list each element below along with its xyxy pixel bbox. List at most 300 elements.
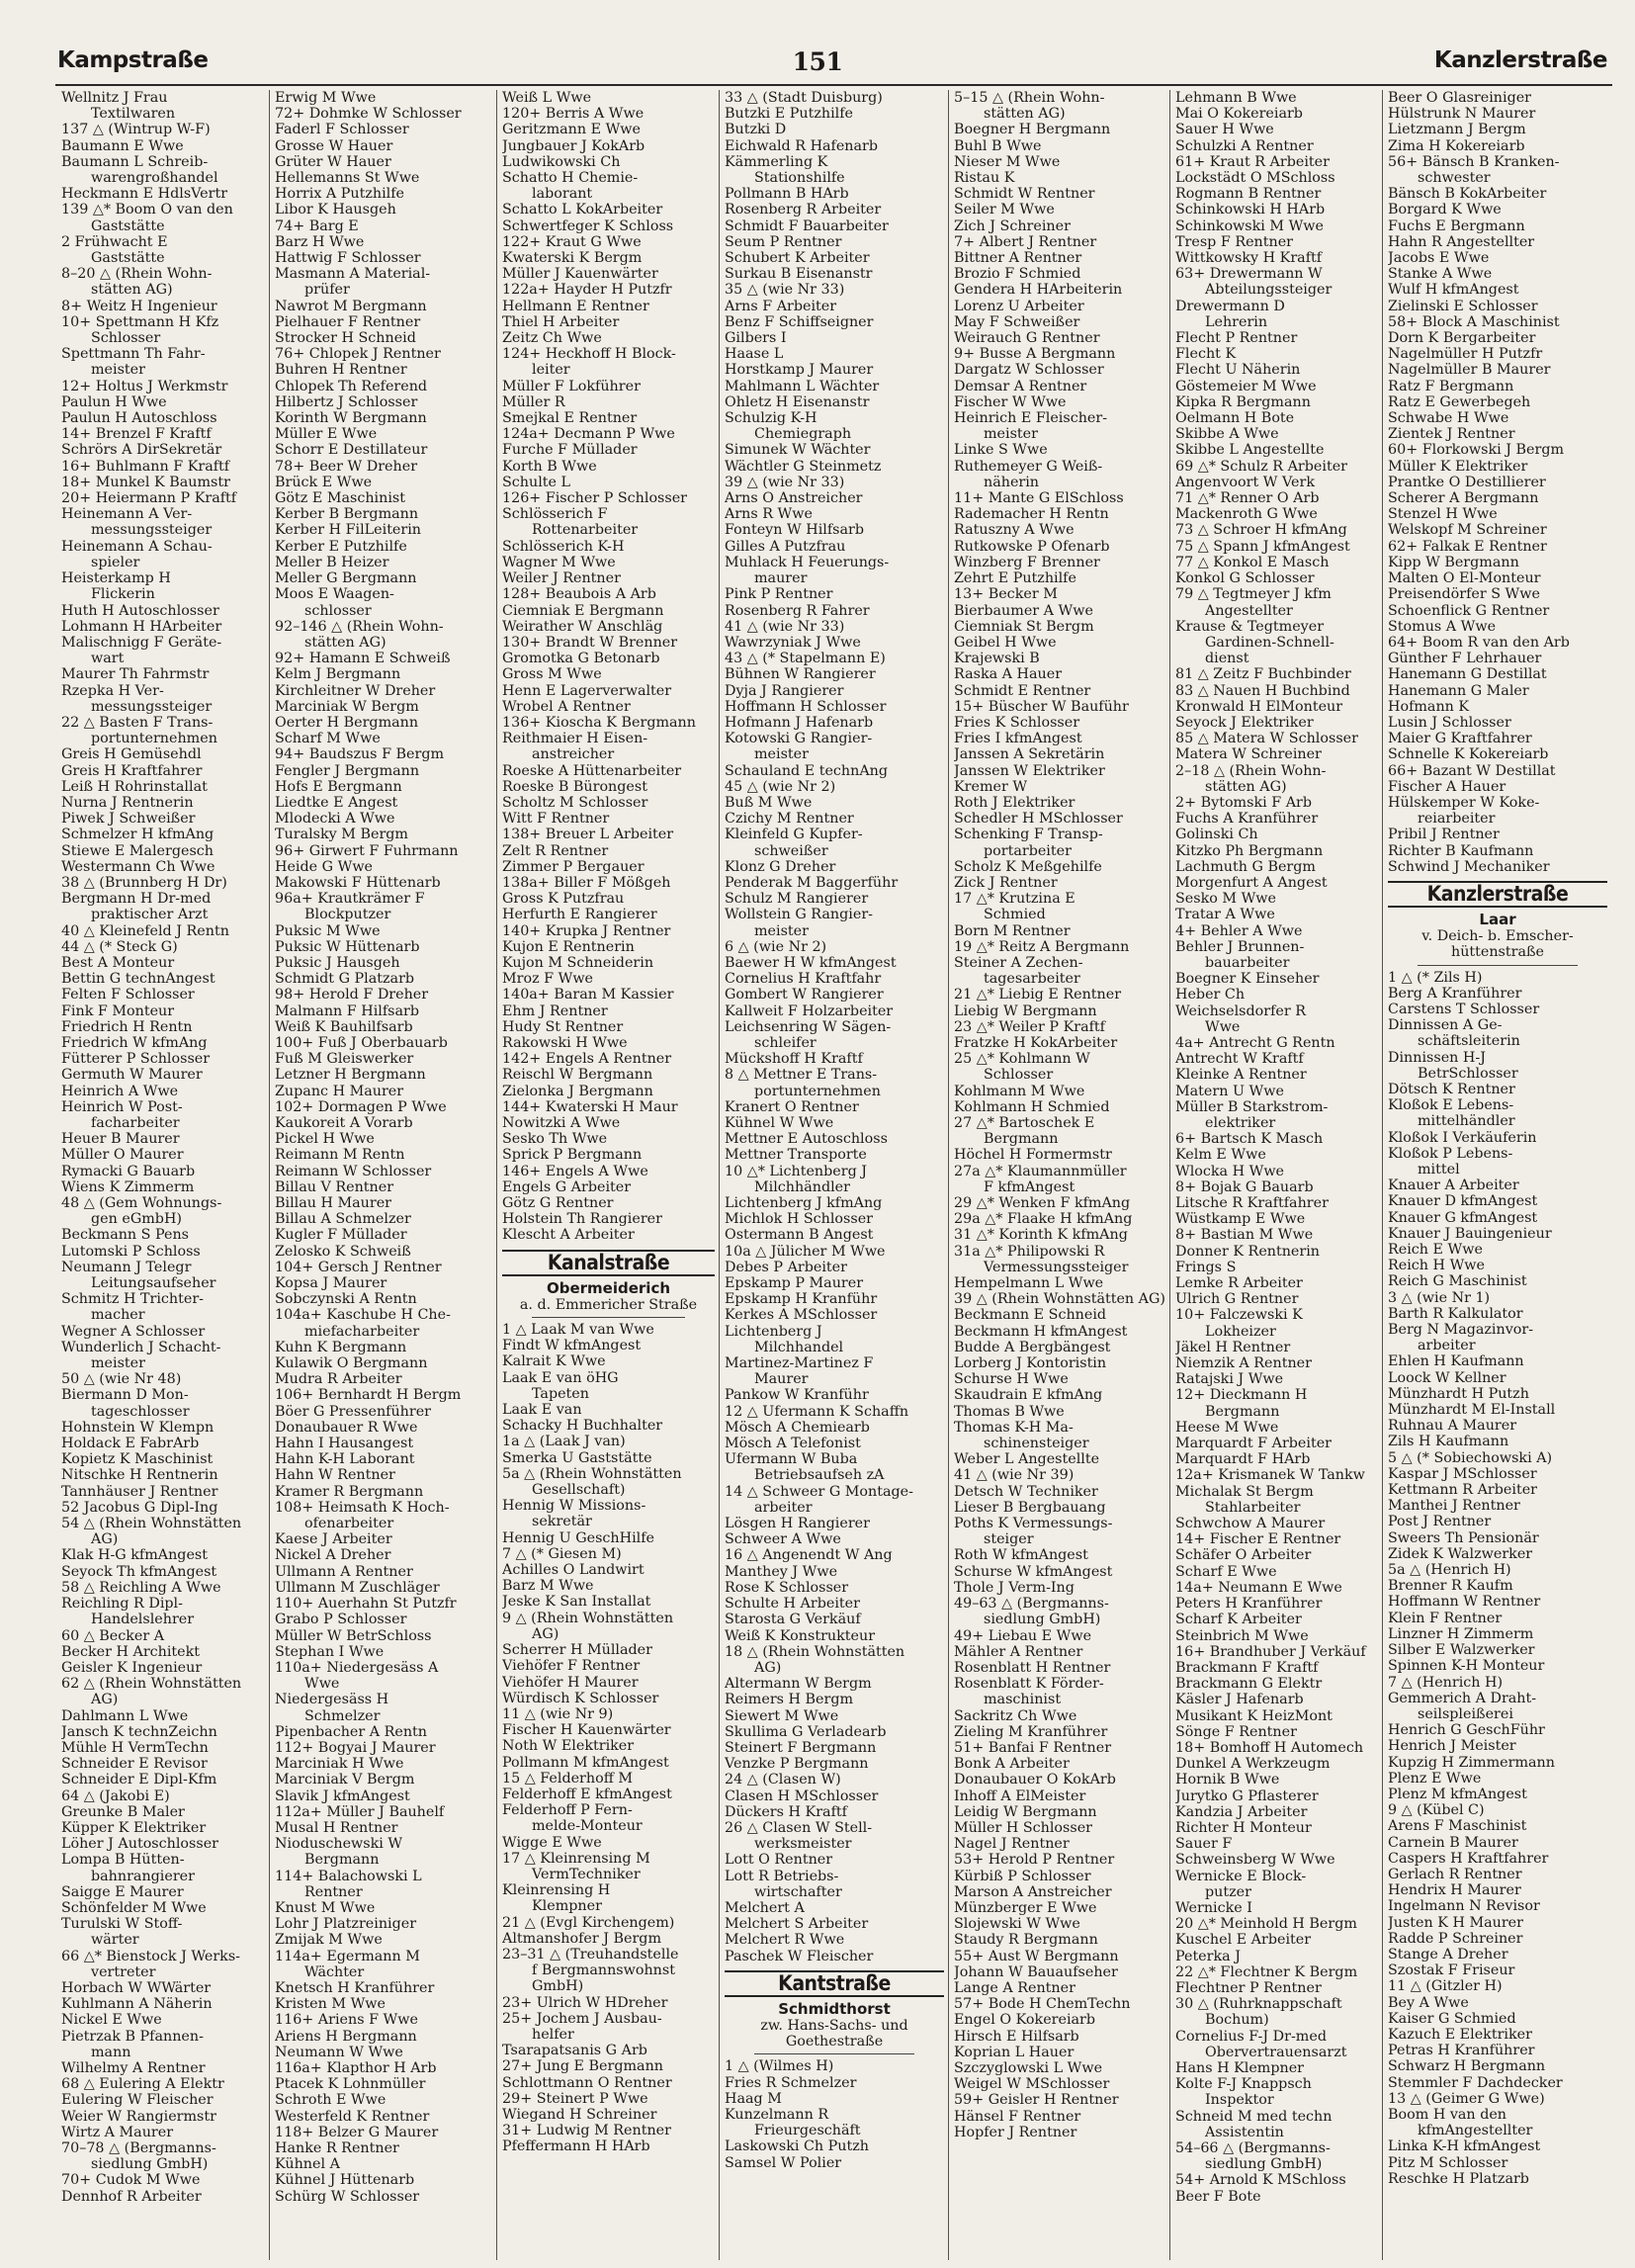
directory-entry: spieler <box>91 554 140 570</box>
directory-entry: Linzner H Zimmerm <box>1388 1625 1534 1642</box>
directory-entry: Scherer A Bergmann <box>1388 490 1539 507</box>
directory-entry: AG) <box>91 1692 119 1708</box>
directory-entry: Dorn K Bergarbeiter <box>1388 330 1536 347</box>
directory-entry: Schwind J Mechaniker <box>1388 858 1550 875</box>
directory-entry: Heinrich A Wwe <box>61 1083 179 1099</box>
directory-entry: Steinert F Bergmann <box>725 1739 877 1756</box>
directory-entry: Hofmann K <box>1388 698 1470 715</box>
directory-entry: Stanke A Wwe <box>1388 266 1493 283</box>
directory-entry: 5a △ (Henrich H) <box>1388 1562 1511 1579</box>
directory-entry: elektriker <box>1205 1115 1276 1131</box>
directory-entry: Zidek K Walzwerker <box>1388 1545 1533 1562</box>
directory-entry: Kühnel J Hüttenarb <box>275 2172 415 2189</box>
directory-entry: 29a △* Flaake H kfmAng <box>954 1211 1133 1228</box>
directory-entry: 57+ Bode H ChemTechn <box>954 1996 1131 2013</box>
directory-entry: Drewermann D <box>1175 298 1285 314</box>
directory-entry: Knust M Wwe <box>275 1899 376 1916</box>
directory-entry: schlosser <box>304 602 372 619</box>
directory-entry: Matern U Wwe <box>1175 1083 1284 1099</box>
directory-entry: Nagelmüller H Putzfr <box>1388 346 1543 363</box>
directory-entry: Ullmann A Rentner <box>275 1563 413 1580</box>
directory-entry: Kwaterski K Bergm <box>502 250 643 267</box>
directory-entry: 14 △ Schweer G Montage- <box>725 1483 913 1500</box>
directory-entry: Lehmann B Wwe <box>1175 90 1297 106</box>
directory-entry: Fonteyn W Hilfsarb <box>725 522 864 539</box>
directory-entry: tageschlosser <box>91 1403 190 1420</box>
directory-entry: Fries I kfmAngest <box>954 731 1082 747</box>
directory-entry: 9+ Busse A Bergmann <box>954 346 1116 363</box>
directory-entry: 71 △* Renner O Arb <box>1175 490 1320 507</box>
directory-entry: meister <box>91 362 145 379</box>
directory-entry: Hülstrunk N Maurer <box>1388 106 1536 123</box>
directory-entry: Weier W Rangiermstr <box>61 2108 216 2125</box>
directory-entry: Hoffmann W Rentner <box>1388 1594 1541 1611</box>
directory-entry: Hofs E Bergmann <box>275 778 402 795</box>
directory-entry: reiarbeiter <box>1418 811 1496 828</box>
directory-entry: Eichwald R Hafenarb <box>725 137 879 154</box>
directory-entry: 110a+ Niedergesäss A <box>275 1659 439 1676</box>
directory-entry: Jungbauer J KokArb <box>502 137 645 154</box>
directory-entry: 79 △ Tegtmeyer J kfm <box>1175 586 1332 603</box>
directory-entry: Korinth W Bergmann <box>275 410 427 427</box>
directory-entry: Steinbrich M Wwe <box>1175 1627 1309 1644</box>
directory-entry: Wernicke I <box>1175 1899 1252 1916</box>
directory-entry: Szczyglowski L Wwe <box>954 2059 1103 2076</box>
directory-entry: Libor K Hausgeh <box>275 202 396 218</box>
directory-entry: 20 △* Meinhold H Bergm <box>1175 1916 1357 1933</box>
directory-entry: Mudra R Arbeiter <box>275 1371 402 1388</box>
directory-entry: Schurse W kfmAngest <box>954 1563 1113 1580</box>
directory-entry: 12a+ Krismanek W Tankw <box>1175 1467 1365 1484</box>
directory-entry: Hänsel F Rentner <box>954 2108 1081 2125</box>
directory-entry: Puksic J Hausgeh <box>275 954 400 971</box>
directory-entry: laborant <box>532 186 593 203</box>
directory-entry: Mai O Kokereiarb <box>1175 106 1303 123</box>
directory-entry: Haase L <box>725 346 784 363</box>
directory-entry: 136+ Kioscha K Bergmann <box>502 714 696 731</box>
directory-entry: Leichsenring W Sägen- <box>725 1018 892 1035</box>
directory-entry: Johann W Bauaufseher <box>954 1963 1118 1980</box>
directory-entry: mann <box>91 2044 131 2060</box>
directory-entry: Kürbiß P Schlosser <box>954 1868 1091 1884</box>
directory-entry: Sprick P Bergmann <box>502 1147 643 1164</box>
directory-entry: Rosenberg R Fahrer <box>725 602 870 619</box>
directory-entry: Heese M Wwe <box>1175 1419 1279 1436</box>
directory-entry: Jacobs E Wwe <box>1388 250 1490 267</box>
directory-entry: Meller B Heizer <box>275 554 389 570</box>
directory-entry: Kloßok E Lebens- <box>1388 1097 1514 1114</box>
directory-entry: Hennig U GeschHilfe <box>502 1529 655 1546</box>
directory-entry: ofenarbeiter <box>304 1516 394 1532</box>
directory-entry: 45 △ (wie Nr 2) <box>725 778 836 795</box>
directory-entry: Benz F Schiffseigner <box>725 313 874 330</box>
directory-entry: F kfmAngest <box>984 1178 1076 1195</box>
directory-entry: Gombert W Rangierer <box>725 987 884 1003</box>
column-3 <box>502 90 715 2260</box>
directory-entry: dienst <box>1205 651 1249 667</box>
directory-entry: Wirtz A Maurer <box>61 2124 174 2140</box>
directory-entry: Kohlmann M Wwe <box>954 1083 1085 1099</box>
directory-entry: Beckmann S Pens <box>61 1227 189 1244</box>
directory-entry: Puksic W Hüttenarb <box>275 938 420 955</box>
directory-entry: 1 △ Laak M van Wwe <box>502 1322 654 1339</box>
directory-entry: Sackritz Ch Wwe <box>954 1707 1077 1724</box>
directory-entry: Zelt R Rentner <box>502 842 609 859</box>
directory-entry: Laak E van <box>502 1402 582 1419</box>
directory-entry: Grosse W Hauer <box>275 137 393 154</box>
directory-entry: Horstkamp J Maurer <box>725 362 874 379</box>
directory-entry: Moos E Waagen- <box>275 586 394 603</box>
directory-entry: Schatto L KokArbeiter <box>502 202 663 218</box>
directory-entry: Schorr E Destillateur <box>275 442 428 459</box>
directory-entry: Mahlmann L Wächter <box>725 378 880 394</box>
directory-entry: Liebig W Bergmann <box>954 1003 1097 1019</box>
directory-entry: Linke S Wwe <box>954 442 1048 459</box>
directory-entry: Greis H Gemüsehdl <box>61 746 202 763</box>
directory-entry: Surkau B Eisenanstr <box>725 266 873 283</box>
directory-entry: Niemzik A Rentner <box>1175 1355 1312 1372</box>
directory-entry: Seyock J Elektriker <box>1175 714 1314 731</box>
directory-entry: 146+ Engels A Wwe <box>502 1163 648 1179</box>
directory-entry: Malischnigg F Geräte- <box>61 634 222 651</box>
directory-entry: Zupanc H Maurer <box>275 1083 404 1099</box>
directory-entry: steiger <box>984 1531 1034 1548</box>
directory-entry: portarbeiter <box>984 842 1072 859</box>
directory-entry: Paulun H Autoschloss <box>61 410 217 427</box>
directory-entry: Fütterer P Schlosser <box>61 1051 211 1068</box>
directory-entry: 83 △ Nauen H Buchbind <box>1175 682 1350 699</box>
directory-entry: Korth B Wwe <box>502 458 597 475</box>
directory-entry: Marquardt F HArb <box>1175 1451 1311 1468</box>
directory-entry: Scharf K Arbeiter <box>1175 1612 1302 1628</box>
directory-entry: Zmijak M Wwe <box>275 1932 383 1949</box>
directory-entry: Kuhlmann A Näherin <box>61 1996 213 2013</box>
directory-entry: Lange A Rentner <box>954 1979 1076 1996</box>
street-range: a. d. Emmericher Straße <box>519 1296 698 1313</box>
directory-entry: Inspektor <box>1205 2092 1274 2109</box>
column-divider <box>719 90 720 2260</box>
directory-entry: 70–78 △ (Bergmanns- <box>61 2140 216 2156</box>
directory-entry: Wunderlich J Schacht- <box>61 1339 221 1355</box>
directory-entry: 50 △ (wie Nr 48) <box>61 1371 182 1388</box>
directory-entry: Münzhardt M El-Install <box>1388 1402 1556 1419</box>
directory-entry: 18 △ (Rhein Wohnstätten <box>725 1643 905 1660</box>
directory-entry: Lemke R Arbeiter <box>1175 1275 1303 1292</box>
directory-entry: Müller R <box>502 393 565 410</box>
directory-entry: Ruhnau A Maurer <box>1388 1418 1517 1435</box>
directory-entry: Löher J Autoschlosser <box>61 1836 219 1853</box>
directory-entry: Maier G Kraftfahrer <box>1388 731 1532 747</box>
directory-entry: Born M Rentner <box>954 922 1071 939</box>
directory-entry: wärter <box>91 1932 139 1949</box>
directory-entry: Dargatz W Schlosser <box>954 362 1104 379</box>
directory-entry: 64 △ (Jakobi E) <box>61 1788 170 1804</box>
directory-entry: kfmAngestellter <box>1418 2123 1533 2139</box>
directory-entry: Westermann Ch Wwe <box>61 858 215 875</box>
directory-entry: Friedrich W kfmAng <box>61 1034 208 1051</box>
directory-entry: 14+ Fischer E Rentner <box>1175 1531 1341 1548</box>
directory-entry: Kugler F Müllader <box>275 1227 407 1244</box>
directory-entry: werksmeister <box>754 1836 852 1853</box>
directory-entry: Mlodecki A Wwe <box>275 811 395 828</box>
directory-entry: Clasen H MSchlosser <box>725 1788 879 1804</box>
directory-entry: Schedler H MSchlosser <box>954 811 1123 828</box>
directory-entry: 21 △ (Evgl Kirchengem) <box>502 1914 675 1931</box>
directory-entry: 66 △* Bienstock J Werks- <box>61 1948 241 1964</box>
directory-entry: Stiewe E Malergesch <box>61 842 214 859</box>
directory-entry: Thiel H Arbeiter <box>502 313 620 330</box>
directory-entry: schweißer <box>754 842 828 859</box>
directory-entry: Ullmann M Zuschläger <box>275 1579 440 1596</box>
directory-entry: Kaese J Arbeiter <box>275 1531 392 1548</box>
street-heading: Kanalstraße <box>502 1250 715 1276</box>
directory-entry: Hahn R Angestellter <box>1388 233 1535 250</box>
directory-entry: Wilhelmy A Rentner <box>61 2059 206 2076</box>
directory-entry: Fischer H Kauenwärter <box>502 1722 671 1739</box>
directory-entry: Lott R Betriebs- <box>725 1868 839 1884</box>
directory-entry: Post J Rentner <box>1388 1514 1492 1530</box>
directory-entry: Vermessungssteiger <box>984 1259 1129 1275</box>
directory-entry: 48 △ (Gem Wohnungs- <box>61 1195 222 1212</box>
directory-entry: 78+ Beer W Dreher <box>275 458 418 475</box>
directory-entry: Fischer A Hauer <box>1388 778 1506 795</box>
directory-entry: Lieser B Bergbauang <box>954 1499 1106 1516</box>
directory-entry: Kohlmann H Schmied <box>954 1098 1110 1115</box>
directory-entry: 92+ Hamann E Schweiß <box>275 651 451 667</box>
directory-entry: 12 △ Ufermann K Schaffn <box>725 1403 909 1420</box>
directory-entry: Donaubauer R Wwe <box>275 1419 418 1436</box>
directory-entry: Pink P Rentner <box>725 586 833 603</box>
directory-entry: Altmanshofer J Bergm <box>502 1930 662 1947</box>
directory-entry: Schinkowski H HArb <box>1175 202 1326 218</box>
directory-entry: 1 △ (* Zils H) <box>1388 969 1483 986</box>
directory-entry: Hilbertz J Schlosser <box>275 393 418 410</box>
directory-entry: Kalrait K Wwe <box>502 1353 606 1370</box>
directory-entry: Marciniak W Bergm <box>275 698 419 715</box>
directory-entry: Müller H Schlosser <box>954 1819 1093 1836</box>
directory-entry: Wigge E Wwe <box>502 1834 602 1851</box>
directory-entry: Ratajski J Wwe <box>1175 1371 1284 1388</box>
directory-entry: 54 △ (Rhein Wohnstätten <box>61 1516 242 1532</box>
directory-entry: Radde P Schreiner <box>1388 1930 1523 1947</box>
directory-entry: 18+ Bomhoff H Automech <box>1175 1739 1364 1756</box>
directory-entry: Kleinfeld G Kupfer- <box>725 827 863 843</box>
directory-entry: Bergmann <box>1205 1403 1280 1420</box>
directory-entry: 12+ Dieckmann H <box>1175 1387 1308 1404</box>
directory-entry: 16 △ Angenendt W Ang <box>725 1547 893 1564</box>
directory-entry: Kolte F-J Knappsch <box>1175 2076 1312 2093</box>
directory-entry: Schneider E Revisor <box>61 1756 208 1773</box>
directory-entry: Chemiegraph <box>754 426 852 443</box>
directory-entry: Wrobel A Rentner <box>502 698 631 715</box>
directory-entry: Rose K Schlosser <box>725 1579 849 1596</box>
directory-entry: Scholz K Meßgehilfe <box>954 858 1102 875</box>
directory-entry: Zimmer P Bergauer <box>502 858 645 875</box>
directory-entry: Baewer H W kfmAngest <box>725 954 897 971</box>
directory-entry: Melchert A <box>725 1899 805 1916</box>
directory-entry: Greis H Kraftfahrer <box>61 762 203 779</box>
directory-entry: Welskopf M Schreiner <box>1388 522 1547 539</box>
directory-entry: GmbH) <box>532 1978 584 1995</box>
directory-entry: Kleinke A Rentner <box>1175 1067 1307 1084</box>
directory-entry: Hohnstein W Klempn <box>61 1419 215 1436</box>
directory-entry: Zima H Kokereiarb <box>1388 137 1525 154</box>
directory-entry: Gerlach R Rentner <box>1388 1866 1522 1882</box>
directory-entry: Meller G Bergmann <box>275 570 417 587</box>
directory-entry: Müller O Maurer <box>61 1147 184 1164</box>
directory-entry: Schwertfeger K Schloss <box>502 218 674 234</box>
directory-entry: Weirauch G Rentner <box>954 330 1100 347</box>
directory-entry: 104+ Gersch J Rentner <box>275 1259 442 1275</box>
directory-entry: Nowitzki A Wwe <box>502 1115 621 1131</box>
directory-entry: Wellnitz J Frau <box>61 90 168 106</box>
directory-entry: Kopsa J Maurer <box>275 1275 387 1292</box>
directory-entry: 29 △* Wenken F kfmAng <box>954 1195 1131 1212</box>
directory-entry: 4+ Behler A Wwe <box>1175 922 1303 939</box>
directory-entry: Schmied <box>984 907 1046 923</box>
directory-entry: Kerber H FilLeiterin <box>275 522 422 539</box>
directory-entry: Thomas K-H Ma- <box>954 1419 1074 1436</box>
directory-entry: vertreter <box>91 1963 156 1980</box>
district-name: Obermeiderich <box>546 1278 671 1297</box>
directory-entry: Gilles A Putzfrau <box>725 538 846 555</box>
directory-entry: Ehm J Rentner <box>502 1003 608 1019</box>
directory-entry: Tresp F Rentner <box>1175 233 1294 250</box>
directory-entry: Wittkowsky H Kraftf <box>1175 250 1323 267</box>
directory-entry: Marciniak V Bergm <box>275 1772 415 1788</box>
directory-entry: Kühnel A <box>275 2156 340 2173</box>
directory-entry: Fischer W Wwe <box>954 393 1067 410</box>
directory-entry: Schweer A Wwe <box>725 1531 841 1548</box>
directory-entry: Schlottmann O Rentner <box>502 2074 672 2091</box>
directory-entry: Sauer F <box>1175 1836 1233 1853</box>
directory-entry: Paulun H Wwe <box>61 393 167 410</box>
directory-entry: 124+ Heckhoff H Block- <box>502 346 676 363</box>
directory-entry: praktischer Arzt <box>91 907 209 923</box>
directory-entry: 16+ Brandhuber J Verkäuf <box>1175 1643 1366 1660</box>
directory-entry: Mühle H VermTechn <box>61 1739 209 1756</box>
directory-entry: 18+ Munkel K Baumstr <box>61 474 230 490</box>
directory-entry: Kirchleitner W Dreher <box>275 682 436 699</box>
directory-entry: Blockputzer <box>304 907 391 923</box>
directory-entry: Beckmann H kfmAngest <box>954 1323 1128 1340</box>
directory-entry: Hellmann E Rentner <box>502 298 649 314</box>
directory-entry: Stephan I Wwe <box>275 1643 385 1660</box>
directory-entry: Heckmann E HdlsVertr <box>61 186 228 203</box>
directory-entry: 27+ Jung E Bergmann <box>502 2058 663 2075</box>
directory-entry: Beckmann E Schneid <box>954 1307 1107 1324</box>
directory-entry: 66+ Bazant W Destillat <box>1388 762 1556 779</box>
directory-entry: Rentner <box>304 1883 363 1900</box>
directory-entry: Donaubauer O KokArb <box>954 1772 1116 1788</box>
directory-entry: Ristau K <box>954 170 1015 187</box>
directory-entry: Seiler M Wwe <box>954 202 1055 218</box>
directory-entry: 5–15 △ (Rhein Wohn- <box>954 90 1105 106</box>
directory-entry: helfer <box>532 2026 574 2043</box>
directory-entry: 40 △ Kleinefeld J Rentn <box>61 922 229 939</box>
directory-entry: Lehrerin <box>1205 313 1268 330</box>
directory-entry: Schurse H Wwe <box>954 1371 1069 1388</box>
directory-entry: Schmidt E Rentner <box>954 682 1091 699</box>
directory-entry: 92–146 △ (Rhein Wohn- <box>275 618 444 635</box>
directory-entry: Marson A Anstreicher <box>954 1883 1112 1900</box>
directory-entry: Barz M Wwe <box>502 1578 594 1595</box>
directory-entry: Bergmann <box>984 1131 1059 1148</box>
directory-entry: 9 △ (Rhein Wohnstätten <box>502 1610 674 1626</box>
directory-entry: Sönge F Rentner <box>1175 1723 1297 1740</box>
directory-entry: 55+ Aust W Bergmann <box>954 1948 1119 1964</box>
directory-entry: Felten F Schlosser <box>61 987 195 1003</box>
directory-entry: Rutkowske P Ofenarb <box>954 538 1110 555</box>
directory-entry: portunternehmen <box>754 1083 881 1099</box>
directory-entry: Felderhoff E kfmAngest <box>502 1786 672 1802</box>
directory-entry: Melchert S Arbeiter <box>725 1916 869 1933</box>
directory-entry: Musikant K HeizMont <box>1175 1707 1333 1724</box>
directory-entry: Pollmann M kfmAngest <box>502 1754 669 1771</box>
directory-entry: Frings S <box>1175 1259 1237 1275</box>
directory-entry: Peters H Kranführer <box>1175 1596 1323 1613</box>
directory-entry: Kaukoreit A Vorarb <box>275 1115 413 1131</box>
directory-entry: maschinist <box>984 1692 1062 1708</box>
directory-entry: Kuschel E Arbeiter <box>1175 1932 1312 1949</box>
directory-entry: Zils H Kaufmann <box>1388 1434 1509 1450</box>
directory-entry: 5 △ (* Sobiechowski A) <box>1388 1449 1553 1466</box>
directory-entry: Klak H-G kfmAngest <box>61 1547 208 1564</box>
directory-entry: 122a+ Hayder H Putzfr <box>502 282 672 299</box>
directory-entry: Schmelzer H kfmAng <box>61 827 215 843</box>
directory-entry: Caspers H Kraftfahrer <box>1388 1850 1549 1867</box>
directory-entry: Scherrer H Müllader <box>502 1642 652 1659</box>
directory-entry: Gesellschaft) <box>532 1482 626 1499</box>
directory-entry: mittelhändler <box>1418 1113 1515 1130</box>
directory-entry: Jeske K San Installat <box>502 1594 651 1611</box>
directory-entry: Kühnel W Wwe <box>725 1115 834 1131</box>
directory-entry: 10+ Spettmann H Kfz <box>61 313 219 330</box>
directory-entry: 13+ Becker M <box>954 586 1058 603</box>
directory-entry: Wernicke E Block- <box>1175 1868 1307 1884</box>
directory-entry: Brück E Wwe <box>275 474 373 490</box>
directory-entry: tagesarbeiter <box>984 971 1080 988</box>
directory-entry: Zielonka J Bergmann <box>502 1083 653 1099</box>
directory-entry: Budde A Bergbängest <box>954 1339 1111 1355</box>
directory-entry: Zielinski E Schlosser <box>1388 298 1538 314</box>
directory-entry: Klescht A Arbeiter <box>502 1227 635 1244</box>
directory-entry: Lokheizer <box>1205 1323 1276 1340</box>
directory-entry: Lichtenberg J <box>725 1323 822 1340</box>
directory-entry: Flickerin <box>91 586 155 603</box>
directory-entry: Venzke P Bergmann <box>725 1756 869 1773</box>
directory-entry: Beer F Bote <box>1175 2188 1261 2205</box>
directory-entry: Kelm E Wwe <box>1175 1147 1266 1164</box>
directory-entry: Muhlack H Feuerungs- <box>725 554 890 570</box>
directory-entry: Weigel W MSchlosser <box>954 2076 1110 2093</box>
directory-entry: 6+ Bartsch K Masch <box>1175 1131 1324 1148</box>
directory-entry: Malten O El-Monteur <box>1388 570 1541 587</box>
directory-entry: Fuchs E Bergmann <box>1388 218 1525 234</box>
directory-entry: Mösch A Chemiearb <box>725 1419 870 1436</box>
directory-entry: Roth W kfmAngest <box>954 1547 1088 1564</box>
directory-entry: Dahlmann L Wwe <box>61 1707 189 1724</box>
directory-entry: Kandzia J Arbeiter <box>1175 1803 1308 1820</box>
directory-entry: Brackmann G Elektr <box>1175 1676 1323 1693</box>
directory-entry: Ptacek K Lohnmüller <box>275 2076 426 2093</box>
directory-entry: Puksic M Wwe <box>275 922 381 939</box>
directory-entry: 1 △ (Wilmes H) <box>725 2058 834 2075</box>
directory-entry: Brenner R Kaufm <box>1388 1578 1513 1595</box>
directory-entry: Heide G Wwe <box>275 858 374 875</box>
directory-entry: Horbach W WWärter <box>61 1979 212 1996</box>
directory-entry: Behler J Brunnen- <box>1175 938 1305 955</box>
